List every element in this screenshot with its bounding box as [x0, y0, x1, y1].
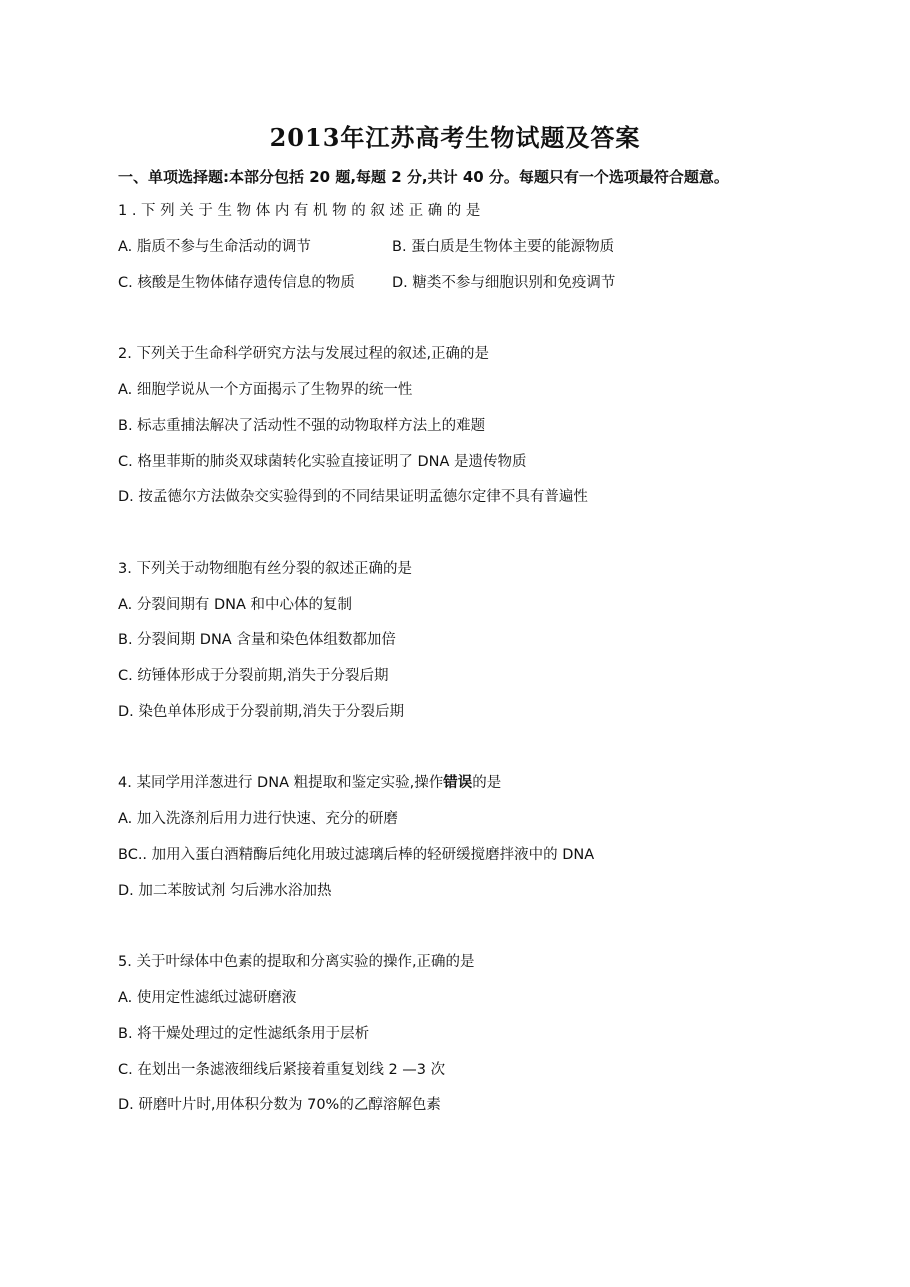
question-3-option-d: D. 染色单体形成于分裂前期,消失于分裂后期	[118, 704, 404, 720]
question-5-stem: 5. 关于叶绿体中色素的提取和分离实验的操作,正确的是	[118, 954, 475, 970]
question-4-option-bc: BC.. 加用入蛋白酒精酶后纯化用玻过滤璃后棒的轻研缓搅磨拌液中的 DNA	[118, 847, 595, 863]
section-header: 一、单项选择题:本部分包括 20 题,每题 2 分,共计 40 分。每题只有一个选项最符合题意。	[118, 168, 729, 186]
question-5-option-d: D. 研磨叶片时,用体积分数为 70%的乙醇溶解色素	[118, 1097, 441, 1113]
question-4-stem-prefix: 4. 某同学用洋葱进行 DNA 粗提取和鉴定实验,操作	[118, 775, 444, 791]
question-4-stem-suffix: 的是	[472, 775, 502, 791]
question-4-stem	[118, 773, 501, 793]
question-4-option-d: D. 加二苯胺试剂 匀后沸水浴加热	[118, 883, 332, 899]
question-5-option-a: A. 使用定性滤纸过滤研磨液	[118, 990, 297, 1006]
question-1-stem: 1 . 下 列 关 于 生 物 体 内 有 机 物 的 叙 述 正 确 的 是	[118, 203, 481, 219]
question-1-option-a: A. 脂质不参与生命活动的调节	[118, 239, 311, 255]
question-2-option-c: C. 格里菲斯的肺炎双球菌转化实验直接证明了 DNA 是遗传物质	[118, 454, 527, 470]
question-5-option-c: C. 在划出一条滤液细线后紧接着重复划线 2 —3 次	[118, 1062, 446, 1078]
question-3-stem: 3. 下列关于动物细胞有丝分裂的叙述正确的是	[118, 561, 412, 577]
question-2-stem: 2. 下列关于生命科学研究方法与发展过程的叙述,正确的是	[118, 346, 490, 362]
question-4-option-a: A. 加入洗涤剂后用力进行快速、充分的研磨	[118, 811, 398, 827]
document-title: 2013年江苏高考生物试题及答案	[269, 123, 641, 152]
question-2-option-b: B. 标志重捕法解决了活动性不强的动物取样方法上的难题	[118, 418, 486, 434]
question-3-option-a: A. 分裂间期有 DNA 和中心体的复制	[118, 597, 353, 613]
question-5-option-b: B. 将干燥处理过的定性滤纸条用于层析	[118, 1026, 370, 1042]
question-4-stem-emphasis: 错误	[443, 775, 473, 791]
question-3-option-b: B. 分裂间期 DNA 含量和染色体组数都加倍	[118, 632, 396, 648]
question-2-option-d: D. 按孟德尔方法做杂交实验得到的不同结果证明孟德尔定律不具有普遍性	[118, 489, 588, 505]
question-1-options-row-1	[118, 237, 311, 257]
question-1-option-c: C. 核酸是生物体储存遗传信息的物质	[118, 275, 355, 291]
question-1-option-d: D. 糖类不参与细胞识别和免疫调节	[392, 275, 616, 291]
question-3-option-c: C. 纺锤体形成于分裂前期,消失于分裂后期	[118, 668, 389, 684]
question-1-option-b: B. 蛋白质是生物体主要的能源物质	[392, 239, 615, 255]
question-2-option-a: A. 细胞学说从一个方面揭示了生物界的统一性	[118, 382, 413, 398]
